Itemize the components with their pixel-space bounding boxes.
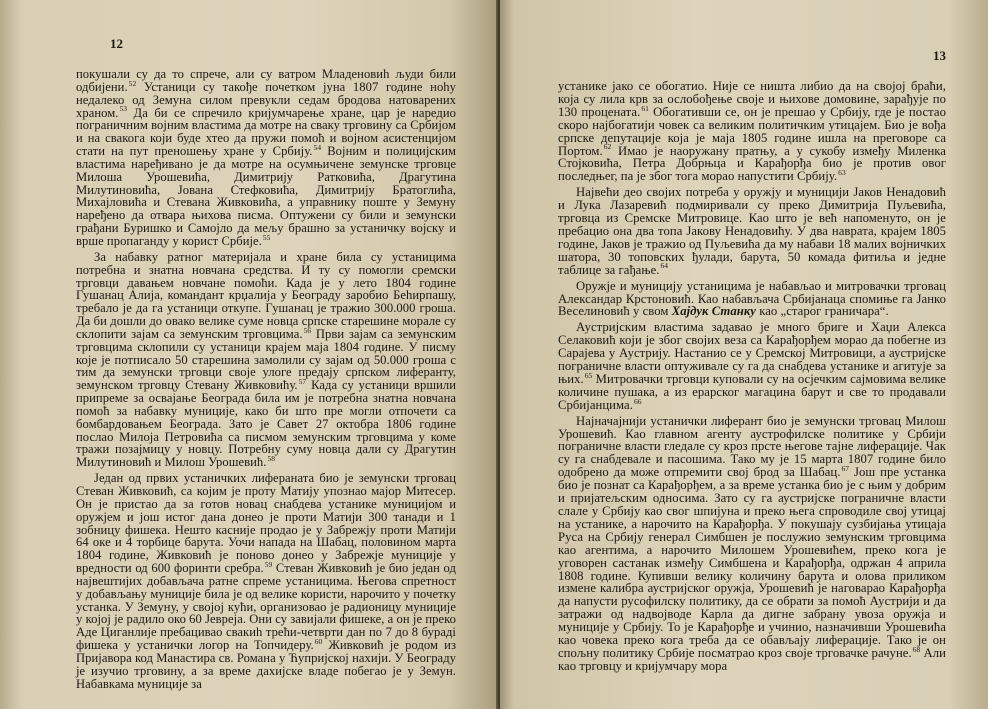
footnote-marker: 56: [303, 325, 312, 335]
footnote-marker: 60: [314, 636, 323, 646]
footnote-marker: 62: [603, 142, 612, 152]
text-run: Живковић је родом из Пријавора код Манастира св. Романа у Ћупријској нахији. У Београду је изучио трговину, а за време дахијске владе побегао је у Земун. Набавкама муниције за: [76, 638, 456, 691]
paragraph: [558, 321, 946, 411]
page-number-right: 13: [933, 48, 946, 63]
text-run: Али као трговцу и кријумчару мора: [558, 645, 946, 673]
footnote-marker: 54: [313, 142, 322, 152]
text-run: Најначајнији устанички лиферант био је земунски трговац Милош Урошевић. Као главном агенту аустрофилске политике у Србији пограничне власти гледале су кроз прсте његове тајне лиферације. Чак су га снабдевале и пасошима. Тако му је 15 марта 1807 године било одобрено да може отпремити свој брод за Шабац.: [558, 413, 946, 480]
footnote-marker: 68: [912, 644, 921, 654]
paragraph: [558, 280, 946, 319]
footnote-marker: 61: [641, 103, 649, 113]
footnote-marker: 64: [660, 261, 669, 271]
text-run: Војним и полицијским властима наређивано је да мотре на осумњичене земунске трговце Милоша Урошевића, Димитрију Ратковића, Драгутина Милутиновића, Јована Стефковића, Димитрију Братоглића, Михајловића и Стевана Живковића, а управнику поште у Земуну наређено да отвара њихова писма. Оптужени су били и земунски грађани Буришко и Самојло да мељу брашно за устаничку војску и врше пропаганду у корист Србије.: [76, 144, 456, 248]
text-run: Када су устаници вршили припреме за освајање Београда била им је потребна знатна новчана помоћ за набавку муниције, како би што пре могли отпочети са бомбардовањем Београда. Зато је Савет 27 октобра 1806 године послао Милоја Петровића са писмом земунским трговцима у коме тражи позајмицу у новцу. Потребну суму новца дали су Драгутин Милутиновић и Милош Урошевић.: [76, 378, 456, 470]
text-run: као „старог граничара“.: [756, 304, 889, 319]
footnote-marker: 55: [262, 232, 271, 242]
footnote-marker: 57: [298, 377, 307, 387]
text-run: Устаници су такође почетком јуна 1807 године ноһу недалеко од Земуна силом превукли седам бродова натоварених храном.: [76, 79, 456, 120]
text-run: За набавку ратног материјала и хране била су устаницима потребна и знатна новчана средства. И ту су помогли сремски трговци давањем новчане помоћи. Када је у лето 1804 године Гушанац Алија, командант крџалија у Београду заробио Беһирпашу, требало је да га устаници откупе. Гушанац је тражио 300.000 гроша. Да би дошли до овако велике суме новца српске старешине морале су склопити зајам са земунским трговцима.: [76, 249, 456, 341]
text-run: Први зајам са земунским трговцима склопили су устаници крајем маја 1804 године. У писму које је потписало 50 старешина замолили су зајам од 50.000 гроша с тим да земунски трговци своје улоге предају српском лиферанту, земунском трговцу Стевану Живковићу.: [76, 326, 456, 393]
right-page: [500, 0, 988, 709]
paragraph: [76, 472, 456, 690]
text-run: устанике јако се обогатио. Није се ништа либио да на својој браћи, која су лила крв за ослобођење своје и њихове домовине, зарађује по 130 процената.: [558, 79, 946, 119]
text-run: Да би се спречило кријумчарење хране, цар је наредио пограничним војним властима да мотре на сваку трговину са Србијом и на свакога који буде хтео да пружи помоћ и војном асистенцијом стати на пут преношењу хране у Србију.: [76, 105, 456, 159]
text-run: Митровачки трговци куповали су на осјечким сајмовима велике количине пушака, а из ерарског магацина барут и све то продавали Србијанцима.: [558, 371, 946, 412]
text-run: Највећи део својих потреба у оружју и муницији Јаков Ненадовић и Лука Лазаревић подмиривали су преко Димитрија Пуљевића, трговца из Сремске Митровице. Као што је већ напоменуто, он је пребацио она два топа Јакову Ненадовићу. У два наврата, крајем 1805 године, Јаков је тражио од Пуљевића да му набави 18 малих војничких шатора, 30 топовских ђулади, барута, 50 комада фитиља и једне таблице за гађање.: [558, 185, 946, 277]
text-run: Један од првих устаничких лифераната био је земунски трговац Стеван Живковић, са којим је проту Матију упознао мајор Митесер. Он је пристао да за готов новац снабдева устанике муницијом и оружјем и још истог дана донео је проти Матији 300 танади и 1 зобницу фишека. Нешто касније продао је у Забрежју проти Матији 64 оке и 4 торбице барута. Уочи напада на Шабац, половином марта 1804 године, Живковић је поново донео у Забрежје муниције у вредности од 600 форинти сребра.: [76, 471, 456, 576]
text-run: Стеван Живковић је био један од највештијих добављача ратне спреме устаницима. Његова спретност у добављању муниције била је од велике користи, нарочито у почетку устанка. У Земуну, у својој кући, организовао је радионицу муниције у којој је радило око 60 Јевреја. Они су завијали фишеке, а он је преко Аде Циганлије пребацивао свакиh трећи-четврти дан по 7 до 8 бурадi фишека у устанички логор на Топчидеру.: [76, 561, 456, 653]
paragraph: [558, 186, 946, 276]
paragraph: [76, 68, 456, 248]
footnote-marker: 58: [267, 454, 276, 464]
footnote-marker: 59: [264, 559, 273, 569]
footnote-marker: 67: [841, 464, 850, 474]
text-run: покушали су да то спрече, али су ватром Младеновиһ људи били одбијени.: [76, 67, 456, 94]
footnote-marker: 52: [128, 78, 137, 88]
text-run: Аустријским властима задавао је много бриге и Хаџи Алекса Селаковић који је због својих веза са Карађорђем морао да побегне из Сарајева у Аустрију. Настанио се у Сремској Митровици, а аустријске пограничне власти оптуживале су га да снабдева устанике и агитује за њих.: [558, 320, 946, 386]
footnote-marker: 66: [633, 396, 642, 406]
text-run: Оружје и муницију устаницима је набављао и митровачки трговац Александар Крстоновић. Као набављача Србијанаца спомиње га Јанко Веселиновић у свом: [558, 278, 946, 319]
text-run: Имао је наоружану пратњу, а у сукобу између Миленка Стојковића, Петра Добрњца и Карађорђа био је против овог последњег, па је због тога морао напустити Србију.: [558, 143, 946, 184]
text-run: Обогативши се, он је прешао у Србију, где је постао скоро најбогатији човек са великим политичким утицајем. Био је вођа српске депутације која је маја 1805 године ишла на преговоре са Портом.: [558, 104, 946, 158]
book-title: Хајдук Станку: [671, 304, 756, 319]
footnote-marker: 63: [838, 168, 846, 178]
page-number-left: 12: [110, 36, 123, 51]
text-run: Још пре устанка био је познат са Карађорђем, а за време устанка био је с њим у добрим и пријатељским односима. Зато су га аустријске пограничне власти слале у Србију као свог шпијуна и преко њега спроводиле свој утицај на устанике, а нарочито на Карађорђа. У покушају сузбијања утицаја Руса на Србију генерал Симбшен је послужио земунским трговцима као агентима, а нарочито Милошем Урошевићем, преко кога је уговорен састанак између Симбшена и Карађорђа, одржан 4 априла 1808 године. Купивши велику количину барута и олова приликом измене калибра аустријског оружја, Урошевић је наговарао Карађорђа да напусти русофилску политику, да се обрати за помоћ Аустрији и да затражи од надвојводе Карла да дигне забрану увоза оружја и муниције у Србију. То је Карађорђе и учинио, назначивши Урошевића као човека преко кога треба да се обављају лиферације. Тако је он спољну политику Србије посматрао кроз своје трговачке рачуне.: [558, 465, 946, 660]
right-page-body: [558, 80, 946, 673]
paragraph: [558, 415, 946, 673]
left-page-body: [76, 68, 456, 691]
footnote-marker: 53: [119, 104, 128, 114]
footnote-marker: 65: [584, 370, 593, 380]
paragraph: [76, 251, 456, 469]
paragraph: [558, 80, 946, 183]
